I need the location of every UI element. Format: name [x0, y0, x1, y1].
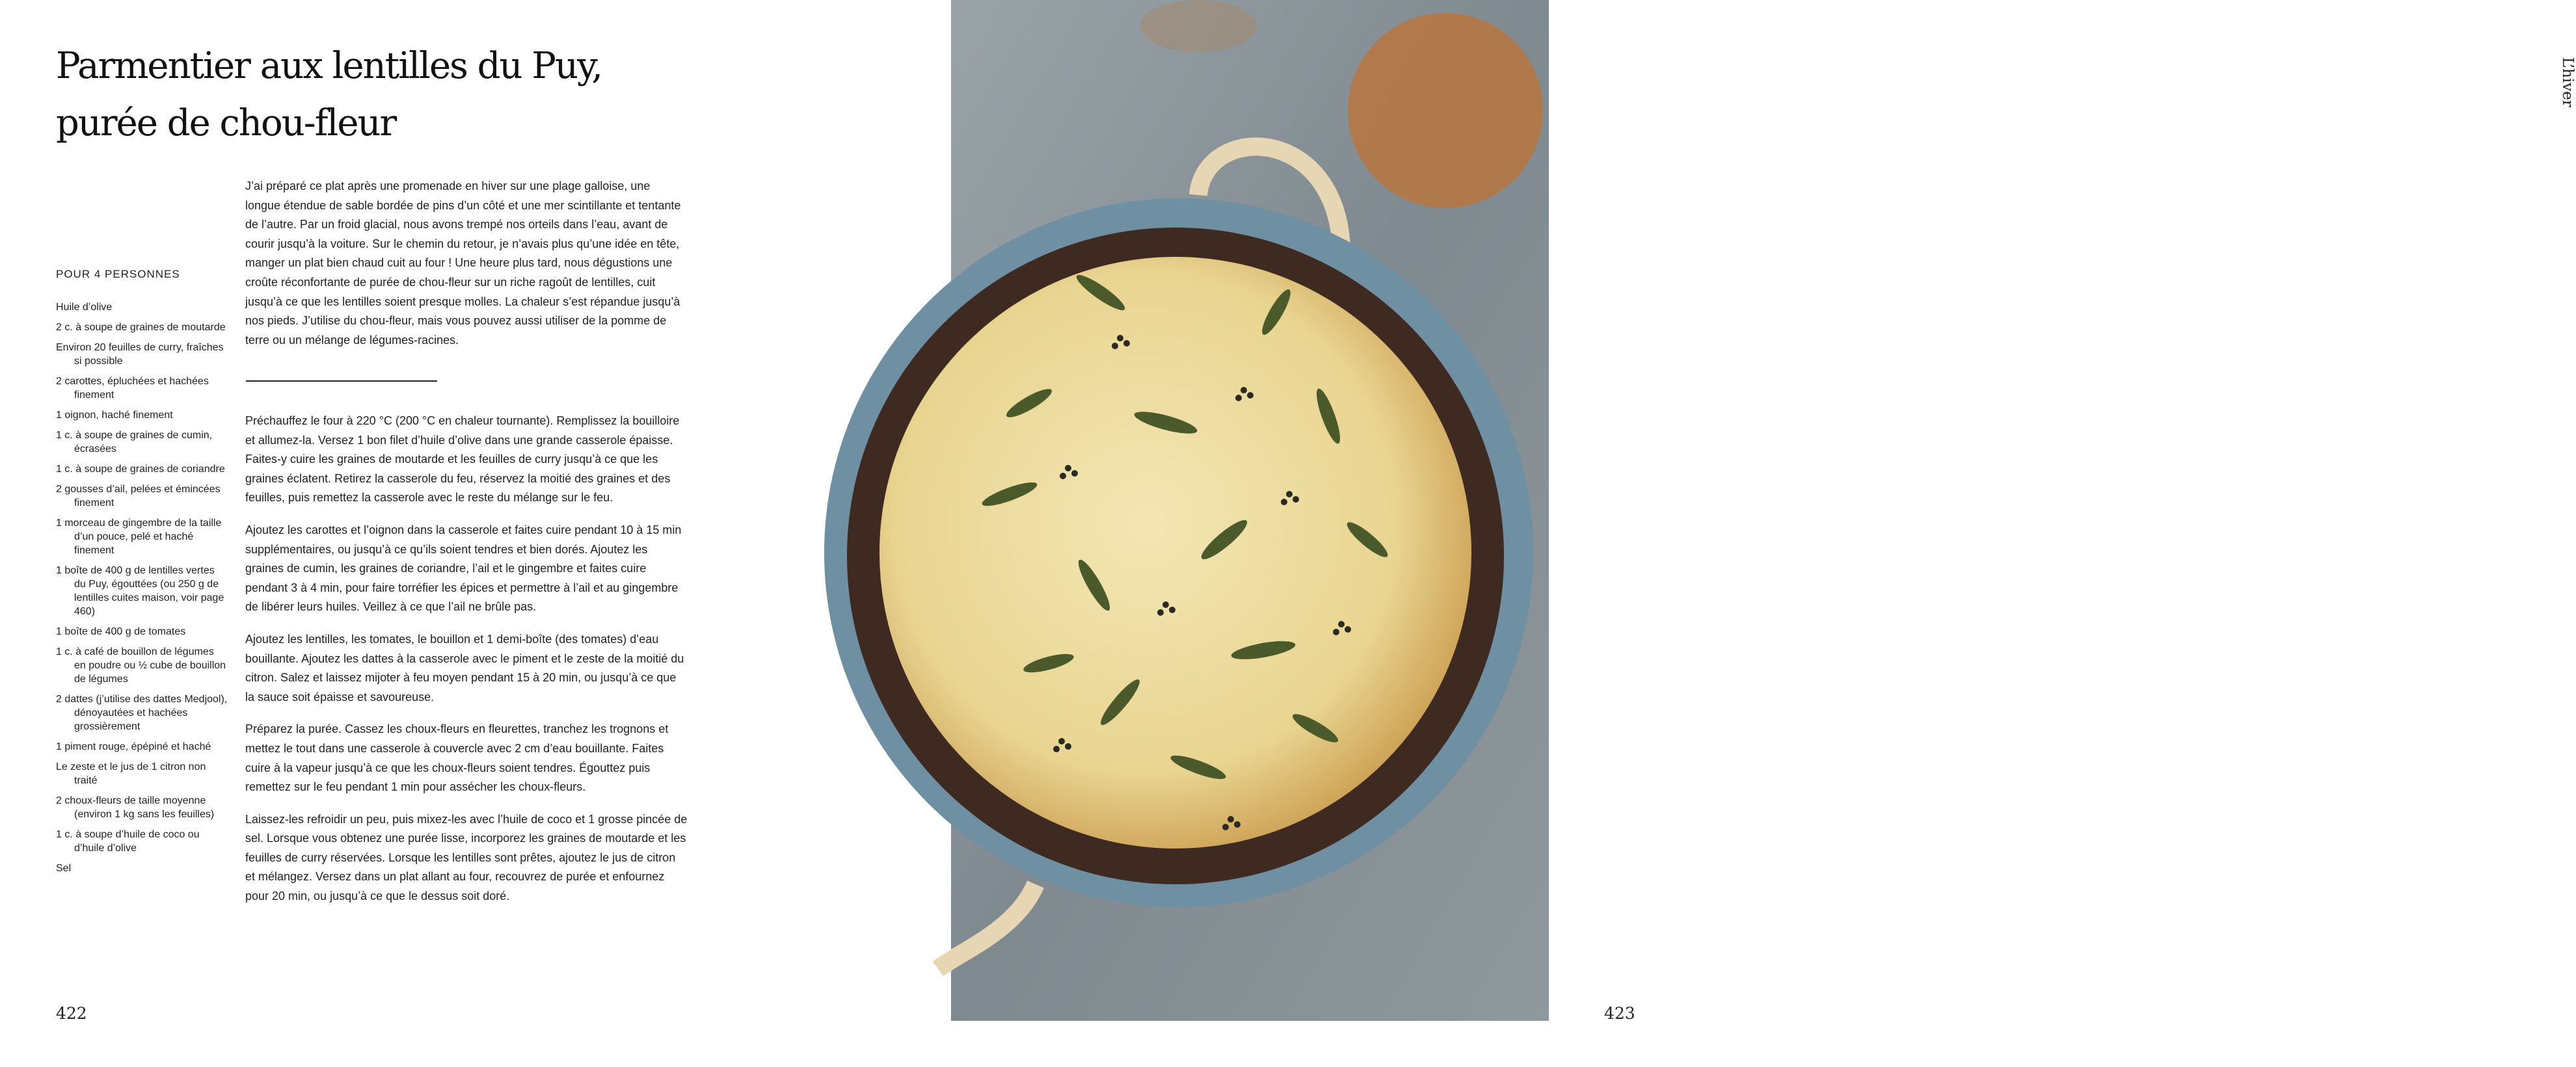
- intro-paragraph: J’ai préparé ce plat après une promenade en hiver sur une plage galloise, une longue étendue de sable bordée de pins d’un côté et une mer scintillante et tentante de l’autre. Par un froid glacial, nous avons trempé nos orteils dans l’eau, avant de courir jusqu’à la voiture. Sur le chemin du retour, je n’avais plus qu’une idée en tête, manger un plat bien chaud cuit au four ! Une heure plus tard, nous dégustions une croûte réconfortante de purée de chou-fleur sur un riche ragoût de lentilles, cuit jusqu’à ce que les lentilles soient presque molles. La chaleur s’est répandue jusqu’à nos pieds. J’utilise du chou-fleur, mais vous pouvez aussi utiliser de la pomme de terre ou un mélange de légumes-racines.: [245, 179, 681, 347]
- method-step: Ajoutez les carottes et l’oignon dans la casserole et faites cuire pendant 10 à 15 min supplémentaires, ou jusqu’à ce qu’ils soient tendres et bien dorés. Ajoutez les graines de cumin, les graines de coriandre, l’ail et le gingembre et faites cuire pendant 3 à 4 min, pour faire torréfier les épices et permettre à l’ail et au gingembre de libérer leurs huiles. Veillez à ce que l’ail ne brûle pas.: [245, 523, 682, 614]
- ingredient-item: Le zeste et le jus de 1 citron non traité: [56, 761, 206, 786]
- page-number-left: 422: [56, 1004, 87, 1023]
- method-step: Préchauffez le four à 220 °C (200 °C en chaleur tournante). Remplissez la bouilloire et allumez-la. Versez 1 bon filet d’huile d’olive dans une grande casserole épaisse. Faites-y cuire les graines de moutarde et les feuilles de curry jusqu’à ce que les graines éclatent. Retirez la casserole du feu, réservez la moitié des graines et des feuilles, puis remettez la casserole avec le reste du mélange sur le feu.: [245, 414, 680, 505]
- ingredient-item: 1 boîte de 400 g de lentilles vertes du Puy, égouttées (ou 250 g de lentilles cuites maison, voir page 460): [56, 565, 224, 617]
- ingredient-item: 1 boîte de 400 g de tomates: [56, 626, 186, 637]
- recipe-title: [56, 38, 602, 152]
- ingredient-item: Environ 20 feuilles de curry, fraîches si possible: [56, 342, 224, 367]
- ingredient-item: 1 c. à café de bouillon de légumes en poudre ou ½ cube de bouillon de légumes: [56, 646, 226, 685]
- left-page: [0, 0, 950, 1067]
- ingredient-item: 2 gousses d’ail, pelées et émincées finement: [56, 484, 221, 508]
- ingredient-item: 1 oignon, haché finement: [56, 410, 173, 421]
- method-step: Préparez la purée. Cassez les choux-fleurs en fleurettes, tranchez les trognons et mettez le tout dans une casserole à couvercle avec 2 cm d’eau bouillante. Faites cuire à la vapeur jusqu’à ce que les choux-fleurs soient tendres. Égouttez puis remettez sur le feu pendant 1 min pour assécher les choux-fleurs.: [245, 722, 669, 794]
- ingredient-item: 1 c. à soupe de graines de cumin, écrasées: [56, 430, 213, 454]
- ingredient-item: 2 c. à soupe de graines de moutarde: [56, 322, 226, 333]
- ingredient-item: 2 carottes, épluchées et hachées finement: [56, 376, 209, 401]
- method-steps: [245, 412, 688, 919]
- recipe-title-line-1: Parmentier aux lentilles du Puy,: [56, 45, 602, 87]
- chapter-running-head: L’hiver: [2559, 57, 2576, 107]
- ingredient-item: 1 piment rouge, épépiné et haché: [56, 741, 211, 752]
- ingredient-item: Huile d’olive: [56, 302, 113, 313]
- servings-heading: POUR 4 PERSONNES: [56, 268, 180, 280]
- ingredient-item: Sel: [56, 863, 72, 874]
- method-step: Ajoutez les lentilles, les tomates, le bouillon et 1 demi-boîte (des tomates) d’eau bouillante. Ajoutez les dattes à la casserole avec le piment et le zeste de la moitié du citron. Salez et laissez mijoter à feu moyen pendant 15 à 20 min, ou jusqu’à ce que la sauce soit épaisse et savoureuse.: [245, 632, 684, 704]
- method-step: Laissez-les refroidir un peu, puis mixez-les avec l’huile de coco et 1 grosse pincée de sel. Lorsque vous obtenez une purée lisse, incorporez les graines de moutarde et les feuilles de curry réservées. Lorsque les lentilles sont prêtes, ajoutez le jus de citron et mélangez. Versez dans un plat allant au four, recouvrez de purée et enfournez pour 20 min, ou jusqu’à ce que le dessus soit doré.: [245, 812, 688, 903]
- ingredient-item: 1 morceau de gingembre de la taille d’un pouce, pelé et haché finement: [56, 518, 222, 556]
- ingredient-item: 1 c. à soupe d’huile de coco ou d’huile d’olive: [56, 829, 200, 854]
- ingredient-item: 1 c. à soupe de graines de coriandre: [56, 464, 225, 475]
- ingredient-list: [56, 300, 228, 882]
- ingredient-item: 2 choux-fleurs de taille moyenne (environ 1 kg sans les feuilles): [56, 795, 215, 820]
- right-page: [950, 0, 2576, 1067]
- recipe-title-line-2: purée de chou-fleur: [56, 102, 396, 144]
- section-divider: [246, 380, 437, 382]
- ingredient-item: 2 dattes (j’utilise des dattes Medjool), dénoyautées et hachées grossièrement: [56, 694, 228, 732]
- page-number-right: 423: [1604, 1004, 1635, 1023]
